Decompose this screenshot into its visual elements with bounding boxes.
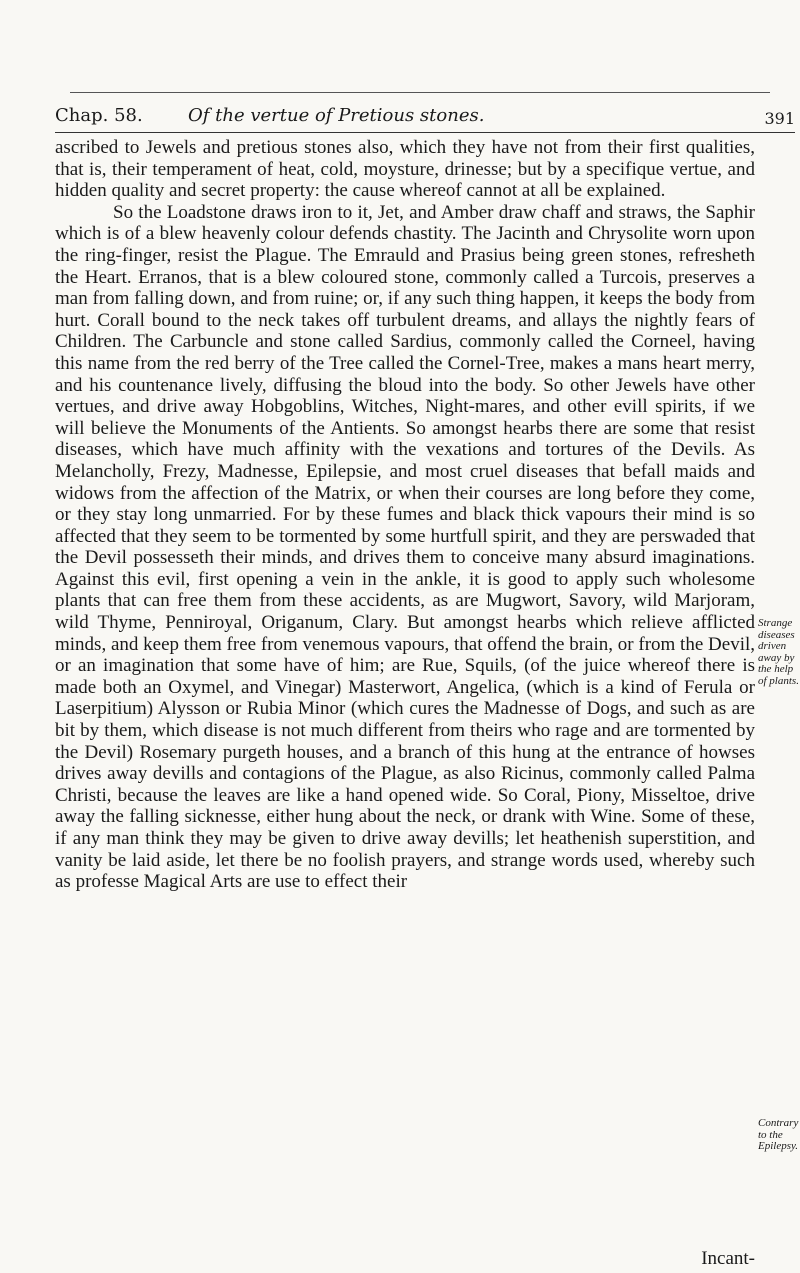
margin-note-epilepsy: Contrary to the Epilepsy. <box>758 1118 799 1152</box>
paragraph-2: So the Loadstone draws iron to it, Jet, and Amber draw chaff and straws, the Saphir which is of a blew heavenly colour defends chastity. The Jacinth and Chrysolite worn upon the ring-finger, resist the Plague. The Emrauld and Prasius being green stones, refresheth the Heart. Erranos, that is a blew coloured stone, commonly called a Turcois, preserves a man from falling down, and from ruine; or, if any such thing happen, it keeps the body from hurt. Corall bound to the neck takes off turbulent dreams, and allays the nightly fears of Children. The Carbuncle and stone called Sardius, commonly called the Corneel, having this name from the red berry of the Tree called the Cornel-Tree, makes a mans heart merry, and his countenance lively, diffusing the bloud into the body. So other Jewels have other vertues, and drive away Hobgoblins, Witches, Night-mares, and other evill spirits, if we will believe the Monuments of the Antients. So amongst hearbs there are some that resist diseases, which have much affinity with the vexations and tortures of the Devils. As Melancholly, Frezy, Madnesse, Epilepsie, and most cruel diseases that befall maids and widows from the affection of the Matrix, or when their courses are long before they come, or they stay long unmarried. For by these fumes and black thick vapours their mind is so affected that they seem to be tormented by some hurtfull spirit, and they are perswaded that the Devil possesseth their minds, and drives them to conceive many absurd imaginations. Against this evil, first opening a vein in the ankle, it is good to apply such wholesome plants that can free them from these accidents, as are Mugwort, Savory, wild Marjoram, wild Thyme, Penniroyal, Origanum, Clary. But amongst hearbs which relieve afflicted minds, and keep them free from venemous vapours, that offend the brain, or from the Devil, or an imagination that some have of him; are Rue, Squils, (of the juice whereof there is made both an Oxymel, and Vinegar) Masterwort, Angelica, (which is a kind of Ferula or Laserpitium) Alysson or Rubia Minor (which cures the Madnesse of Dogs, and such as are bit by them, which disease is not much different from theirs who rage and are tormented by the Devil) Rosemary purgeth houses, and a branch of this hung at the entrance of howses drives away devills and contagions of the Plague, as also Ricinus, commonly called Palma Christi, because the leaves are like a hand opened wide. So Coral, Piony, Misseltoe, drive away the falling sicknesse, either hung about the neck, or drank with Wine. Some of these, if any man think they may be given to drive away devills; let heathenish superstition, and vanity be laid aside, let there be no foolish prayers, and strange words used, whereby such as professe Magical Arts are use to effect their <box>55 201 755 893</box>
catchword: Incant- <box>701 1248 755 1269</box>
main-text-block <box>55 137 755 893</box>
paragraph-1: ascribed to Jewels and pretious stones also, which they have not from their first qualities, that is, their temperament of heat, cold, moysture, drinesse; but by a specifique vertue, and hidden quality and secret property: the cause whereof cannot at all be explained. <box>55 137 755 202</box>
running-title: Of the vertue of Pretious stones. <box>188 105 485 126</box>
page-number: 391 <box>764 109 795 128</box>
running-header <box>55 105 795 131</box>
header-rule <box>55 132 795 133</box>
page-top-rule <box>70 92 770 93</box>
chapter-number: Chap. 58. <box>55 105 143 126</box>
margin-note-strange-diseases: Strange diseases driven away by the help of plants. <box>758 618 799 687</box>
